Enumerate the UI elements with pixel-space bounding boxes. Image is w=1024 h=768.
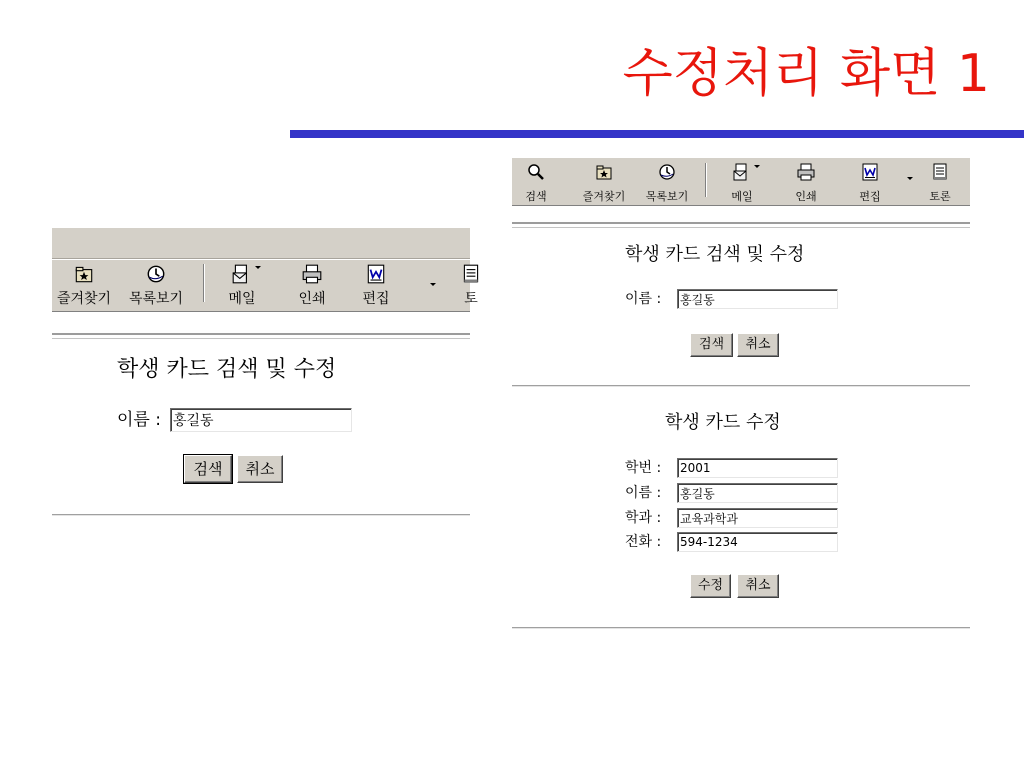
browser-toolbar: [512, 158, 970, 206]
name-label: 이름 :: [625, 485, 662, 501]
search-form-heading: 학생 카드 검색 및 수정: [117, 357, 337, 382]
toolbar-label: 인쇄: [795, 190, 817, 203]
toolbar-button-history[interactable]: [124, 263, 188, 307]
print-icon: [301, 263, 323, 285]
toolbar-button-search[interactable]: [508, 162, 564, 203]
toolbar-label: 인쇄: [298, 291, 326, 307]
toolbar-label: 편집: [859, 190, 881, 203]
history-icon: [145, 263, 167, 285]
slide-title: 수정처리 화면 1: [622, 44, 990, 104]
department-input[interactable]: [677, 508, 838, 528]
name-label: 이름 :: [625, 291, 662, 307]
favorites-icon: [73, 263, 95, 285]
toolbar-label: 즐겨찾기: [56, 291, 112, 307]
name-input[interactable]: [677, 289, 838, 309]
favorites-icon: [594, 162, 614, 182]
cancel-button[interactable]: 취소: [737, 333, 779, 357]
edit-icon: [365, 263, 387, 285]
cancel-button[interactable]: 취소: [237, 455, 283, 483]
toolbar-button-favorites[interactable]: [52, 263, 116, 307]
content-top-border: [512, 222, 970, 228]
toolbar-label: 즐겨찾기: [582, 190, 626, 203]
name-label: 이름 :: [117, 410, 161, 430]
discuss-icon: [930, 162, 950, 182]
mail-icon: [231, 263, 253, 285]
cancel-button[interactable]: 취소: [737, 574, 779, 598]
browser-toolbar: [52, 228, 478, 312]
toolbar-button-discuss[interactable]: [912, 162, 968, 203]
toolbar-button-discuss[interactable]: [439, 263, 503, 307]
history-icon: [657, 162, 677, 182]
toolbar-button-print[interactable]: [778, 162, 834, 203]
save-button[interactable]: 수정: [690, 574, 731, 598]
edit-form-heading: 학생 카드 수정: [665, 412, 781, 433]
horizontal-rule: [52, 514, 470, 516]
title-accent-bar: [290, 130, 1024, 138]
content-top-border: [52, 333, 470, 339]
toolbar-label: 토론: [929, 190, 951, 203]
search-icon: [526, 162, 546, 182]
toolbar-button-edit[interactable]: [344, 263, 408, 307]
toolbar-label: 목록보기: [128, 291, 184, 307]
search-form-heading: 학생 카드 검색 및 수정: [625, 244, 805, 265]
left-browser-screenshot: [52, 228, 478, 520]
name-input[interactable]: [677, 483, 838, 503]
search-button[interactable]: 검색: [184, 455, 232, 483]
toolbar-button-history[interactable]: [639, 162, 695, 203]
toolbar-label: 검색: [525, 190, 547, 203]
toolbar-separator: [203, 264, 205, 302]
toolbar-button-favorites[interactable]: [576, 162, 632, 203]
toolbar-label: 메일: [228, 291, 256, 307]
print-icon: [796, 162, 816, 182]
phone-label: 전화 :: [625, 534, 662, 550]
toolbar-button-mail[interactable]: [714, 162, 770, 203]
department-label: 학과 :: [625, 510, 662, 526]
toolbar-label: 편집: [362, 291, 390, 307]
chevron-down-icon: [255, 266, 261, 269]
student-id-input[interactable]: [677, 458, 838, 478]
toolbar-band-divider: [52, 258, 470, 260]
toolbar-separator: [705, 163, 707, 197]
toolbar-button-print[interactable]: [280, 263, 344, 307]
toolbar-label: 메일: [731, 190, 753, 203]
chevron-down-icon[interactable]: [430, 283, 436, 286]
search-button[interactable]: 검색: [690, 333, 733, 357]
horizontal-rule: [512, 385, 970, 387]
name-input[interactable]: [170, 408, 352, 432]
mail-icon: [732, 162, 752, 182]
toolbar-button-edit[interactable]: [842, 162, 898, 203]
toolbar-label: 토: [464, 291, 478, 307]
horizontal-rule: [512, 627, 970, 629]
edit-icon: [860, 162, 880, 182]
discuss-icon: [460, 263, 482, 285]
toolbar-button-mail[interactable]: [210, 263, 274, 307]
right-browser-screenshot: [512, 158, 970, 632]
chevron-down-icon: [754, 165, 760, 168]
student-id-label: 학번 :: [625, 460, 662, 476]
toolbar-label: 목록보기: [645, 190, 689, 203]
phone-input[interactable]: [677, 532, 838, 552]
